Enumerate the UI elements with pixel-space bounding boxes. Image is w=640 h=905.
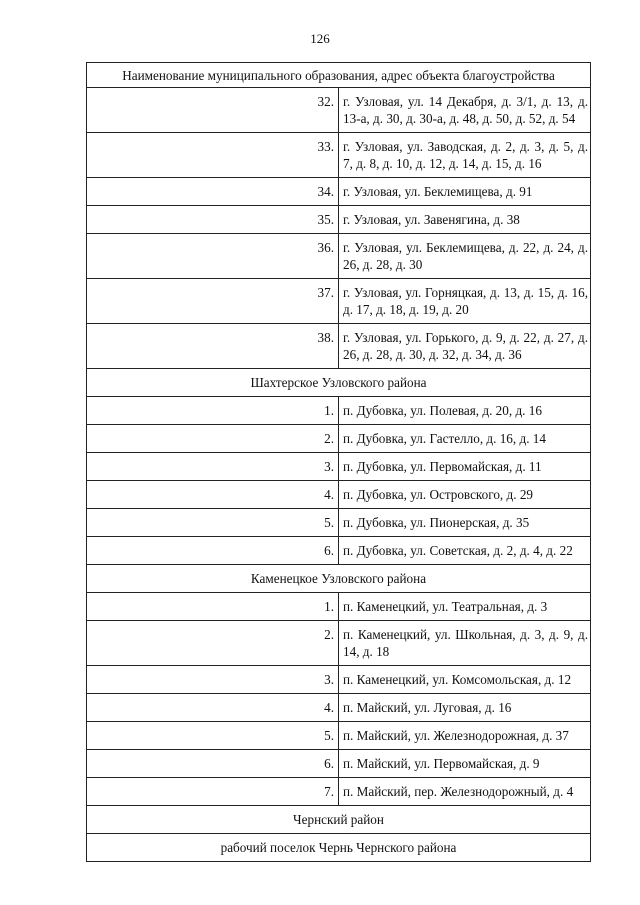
table-header-row <box>87 63 591 88</box>
row-address: п. Дубовка, ул. Пионерская, д. 35 <box>339 509 591 537</box>
row-number: 7. <box>87 778 339 806</box>
section-row <box>87 834 591 862</box>
row-address: п. Дубовка, ул. Первомайская, д. 11 <box>339 453 591 481</box>
page-number: 126 <box>310 31 330 46</box>
row-address: п. Дубовка, ул. Гастелло, д. 16, д. 14 <box>339 425 591 453</box>
table-row <box>87 133 591 178</box>
row-number: 3. <box>87 453 339 481</box>
row-address: п. Дубовка, ул. Островского, д. 29 <box>339 481 591 509</box>
row-number: 35. <box>87 206 339 234</box>
row-address: г. Узловая, ул. Беклемищева, д. 22, д. 24, д. 26, д. 28, д. 30 <box>339 234 591 279</box>
section-title: Каменецкое Узловского района <box>87 565 591 593</box>
table-row <box>87 481 591 509</box>
table-row <box>87 88 591 133</box>
section-title: Чернский район <box>87 806 591 834</box>
row-address: п. Майский, ул. Первомайская, д. 9 <box>339 750 591 778</box>
section-row <box>87 565 591 593</box>
row-number: 33. <box>87 133 339 178</box>
row-address: п. Майский, ул. Железнодорожная, д. 37 <box>339 722 591 750</box>
row-address: г. Узловая, ул. Горького, д. 9, д. 22, д. 27, д. 26, д. 28, д. 30, д. 32, д. 34, д. 36 <box>339 324 591 369</box>
table-row <box>87 453 591 481</box>
table-row <box>87 397 591 425</box>
row-number: 32. <box>87 88 339 133</box>
section-title: Шахтерское Узловского района <box>87 369 591 397</box>
row-number: 36. <box>87 234 339 279</box>
table-row <box>87 324 591 369</box>
row-number: 5. <box>87 509 339 537</box>
row-number: 5. <box>87 722 339 750</box>
row-number: 4. <box>87 481 339 509</box>
row-address: п. Дубовка, ул. Советская, д. 2, д. 4, д. 22 <box>339 537 591 565</box>
row-address: г. Узловая, ул. 14 Декабря, д. 3/1, д. 13, д. 13-а, д. 30, д. 30-а, д. 48, д. 50, д. 52, д. 54 <box>339 88 591 133</box>
row-number: 34. <box>87 178 339 206</box>
table-row <box>87 234 591 279</box>
row-address: п. Каменецкий, ул. Театральная, д. 3 <box>339 593 591 621</box>
table-row <box>87 425 591 453</box>
table-row <box>87 694 591 722</box>
row-number: 4. <box>87 694 339 722</box>
row-number: 37. <box>87 279 339 324</box>
row-address: п. Каменецкий, ул. Школьная, д. 3, д. 9, д. 14, д. 18 <box>339 621 591 666</box>
table-row <box>87 722 591 750</box>
table-row <box>87 593 591 621</box>
section-title: рабочий поселок Чернь Чернского района <box>87 834 591 862</box>
row-number: 2. <box>87 621 339 666</box>
row-number: 1. <box>87 593 339 621</box>
row-address: п. Майский, ул. Луговая, д. 16 <box>339 694 591 722</box>
table-row <box>87 509 591 537</box>
table-row <box>87 537 591 565</box>
row-number: 1. <box>87 397 339 425</box>
row-address: г. Узловая, ул. Беклемищева, д. 91 <box>339 178 591 206</box>
row-address: г. Узловая, ул. Горняцкая, д. 13, д. 15, д. 16, д. 17, д. 18, д. 19, д. 20 <box>339 279 591 324</box>
row-address: п. Дубовка, ул. Полевая, д. 20, д. 16 <box>339 397 591 425</box>
table-row <box>87 778 591 806</box>
row-address: п. Каменецкий, ул. Комсомольская, д. 12 <box>339 666 591 694</box>
row-number: 2. <box>87 425 339 453</box>
table-row <box>87 750 591 778</box>
row-number: 6. <box>87 750 339 778</box>
row-number: 38. <box>87 324 339 369</box>
row-address: п. Майский, пер. Железнодорожный, д. 4 <box>339 778 591 806</box>
row-address: г. Узловая, ул. Заводская, д. 2, д. 3, д. 5, д. 7, д. 8, д. 10, д. 12, д. 14, д. 15, д. 16 <box>339 133 591 178</box>
table-row <box>87 666 591 694</box>
section-row <box>87 806 591 834</box>
table-row <box>87 178 591 206</box>
row-number: 3. <box>87 666 339 694</box>
row-address: г. Узловая, ул. Завенягина, д. 38 <box>339 206 591 234</box>
table-row <box>87 621 591 666</box>
address-table <box>86 62 591 862</box>
row-number: 6. <box>87 537 339 565</box>
section-row <box>87 369 591 397</box>
table-row <box>87 206 591 234</box>
table-header: Наименование муниципального образования, адрес объекта благоустройства <box>87 63 591 88</box>
table-body <box>87 88 591 862</box>
table-row <box>87 279 591 324</box>
